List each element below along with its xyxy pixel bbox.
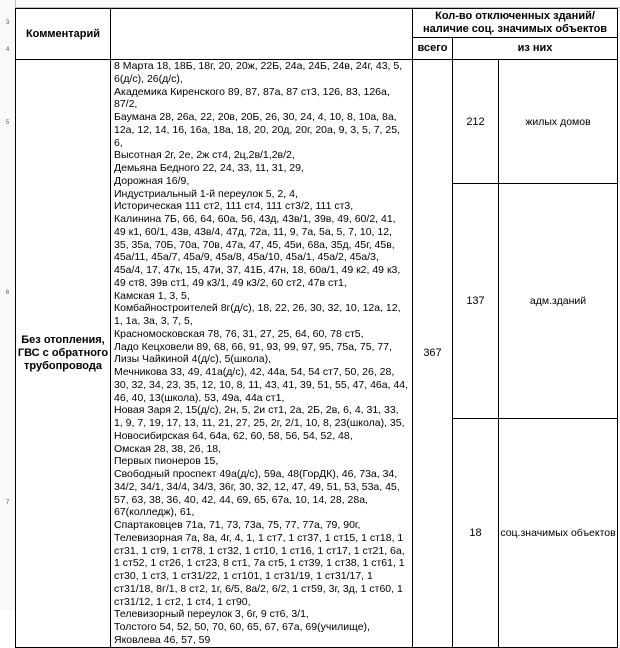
address-cell[interactable] bbox=[111, 60, 413, 648]
data-row bbox=[16, 60, 618, 184]
comment-cell[interactable]: Без отопления, ГВС с обратного трубопровода bbox=[16, 60, 111, 648]
address-list bbox=[114, 60, 409, 647]
address-line: Омская 28, 38, 26, 18, bbox=[114, 442, 222, 455]
count-cell-residential[interactable]: 212 bbox=[453, 60, 499, 184]
sheet-top-bar bbox=[15, 0, 620, 8]
label-cell-social[interactable]: соц.значимых объектов bbox=[499, 418, 618, 647]
address-line: Спартаковцев 71а, 71, 73, 73а, 75, 77, 77а, 79, 90г, bbox=[114, 519, 361, 531]
row-header-column bbox=[0, 0, 16, 610]
address-line: Калинина 7Б, 66, 64, 60а, 56, 43д, 43в/1, 39в, 49, 60/2, 41, 49 к1, 60/1, 43в, 43в/4, 47д, 72а, 11, 9, 7а, 5а, 5, 7, 10, 12, 35, 35а, 70Б, 70а, 70в, 47а, 47, 45, 45и, 68а, 35д, 45г, 45в, 45а/11, 45а/7, 45а/9, 45а/8, 45а/10, 45а/1, 45а/2, 45а/3, 45а/4, 17, 47к, 15, 47и, 37, 41Б, 47н, 18, 60а/1, 49 к2, 49 к3, 49 ст8, 39в ст1, 49 к3/1, 49 к3/2, 60 ст2, 47в ст1, bbox=[114, 213, 401, 289]
address-line: Новая Заря 2, 15(д/с), 2н, 5, 2и ст1, 2а, 2Б, 2в, 6, 4, 31, 33, 1, 9, 7, 19, 17, 13, 11, 21, 27, 25, 2г, 2/1, 10, 8, 23(школа), 35, bbox=[114, 404, 405, 429]
of-which-header[interactable]: из них bbox=[453, 38, 618, 60]
comment-header[interactable]: Комментарий bbox=[16, 9, 111, 60]
address-line: Дорожная 16/9, bbox=[114, 174, 190, 187]
count-cell-admin[interactable]: 137 bbox=[453, 184, 499, 418]
address-line: Историческая 111 ст2, 111 ст4, 111 ст3/2, 111 ст3, bbox=[114, 200, 354, 213]
address-line: Мечникова 33, 49, 41а(д/с), 42, 44а, 54, 54 ст7, 50, 26, 28, 30, 32, 34, 23, 35, 12, 10, 8, 11, 43, 41, 39, 51, 55, 47, 46а, 44, 46, 40, 13(школа), 53, 49а, 44а ст1, bbox=[114, 366, 409, 404]
row-number[interactable]: 7 bbox=[5, 500, 10, 506]
total-cell[interactable]: 367 bbox=[413, 60, 453, 648]
row-number[interactable]: 3 bbox=[5, 20, 10, 26]
header-row bbox=[16, 9, 618, 38]
count-cell-social[interactable]: 18 bbox=[453, 418, 499, 647]
address-line: Академика Киренского 89, 87, 87а, 87 ст3, 126, 83, 126а, 87/2, bbox=[114, 85, 390, 111]
address-line: Индустриальный 1-й переулок 5, 2, 4, bbox=[114, 187, 298, 200]
address-line: 8 Марта 18, 18Б, 18г, 20, 20ж, 22Б, 24а, 24Б, 24в, 24г, 43, 5, 6(д/с), 26(д/с), bbox=[114, 60, 403, 85]
label-cell-residential[interactable]: жилых домов bbox=[499, 60, 618, 184]
group-header[interactable]: Кол-во отключенных зданий/наличие соц. значимых объектов bbox=[413, 9, 618, 38]
address-line: Новосибирская 64, 64а, 62, 60, 58, 56, 54, 52, 48, bbox=[114, 429, 353, 442]
outage-table bbox=[15, 8, 618, 648]
address-line: Яковлева 46, 57, 59 bbox=[114, 633, 211, 646]
address-line: Телевизорный переулок 3, 6г, 9 ст6, 3/1, bbox=[114, 608, 309, 621]
address-line: Баумана 28, 26а, 22, 20в, 20Б, 26, 30, 24, 4, 10, 8, 10а, 8а, 12а, 12, 14, 16, 16а, 18а, 18, 20, 20д, 20г, 20а, 9, 3, 5, 7, 25, 6, bbox=[114, 111, 400, 149]
address-line: Ладо Кецховели 89, 68, 66, 91, 93, 99, 97, 95, 75а, 75, 77, bbox=[114, 340, 392, 353]
address-line: Комбайностроителей 8г(д/с), 18, 22, 26, 30, 32, 10, 12а, 12, 1, 1а, 3а, 3, 7, 5, bbox=[114, 302, 401, 327]
address-line: Демьяна Бедного 22, 24, 33, 11, 31, 29, bbox=[114, 162, 304, 174]
address-line: Первых пионеров 15, bbox=[114, 455, 219, 468]
total-header[interactable]: всего bbox=[413, 38, 453, 60]
row-number[interactable]: 5 bbox=[5, 120, 10, 126]
address-header[interactable] bbox=[111, 9, 413, 60]
label-cell-admin[interactable]: адм.зданий bbox=[499, 184, 618, 418]
address-line: Камская 1, 3, 5, bbox=[114, 289, 190, 302]
address-line: Толстого 54, 52, 50, 70, 60, 65, 67, 67а, 69(училище), bbox=[114, 621, 370, 633]
address-line: Телевизорная 7а, 8а, 4г, 4, 1, 1 ст7, 1 ст37, 1 ст15, 1 ст18, 1 ст31, 1 ст9, 1 ст78, 1 ст32, 1 ст10, 1 ст16, 1 ст17, 1 ст21, 6а, 1 ст52, 1 ст26, 1 ст23, 8 ст1, 7а ст5, 1 ст39, 1 ст38, 1 ст61, 1 ст30, 1 ст3, 1 ст31/22, 1 ст101, 1 ст31/19, 1 ст31/17, 1 ст31/18, 8г/1, 8 ст2, 1г, 6/5, 8а/2, 6/2, 1 ст59, 3г, 3д, 1 ст60, 1 ст31/12, 1 ст2, 1 ст4, 1 ст90, bbox=[114, 531, 405, 608]
address-line: Высотная 2г, 2е, 2ж ст4, 2ц,2в/1,2в/2, bbox=[114, 149, 295, 162]
address-line: Свободный проспект 49а(д/с), 59а, 48(ГорДК), 46, 73а, 34, 34/2, 34/1, 34/4, 34/3, 36г, 30, 32, 12, 47, 49, 51, 53, 53а, 45, 57, 63, 38, 36, 40, 42, 44, 69, 65, 67а, 10, 14, 28, 28а, 67(колледж), 61, bbox=[114, 468, 400, 519]
row-number[interactable]: 4 bbox=[5, 47, 10, 53]
address-line: Красномосковская 78, 76, 31, 27, 25, 64, 60, 78 ст5, bbox=[114, 327, 364, 340]
row-number[interactable]: 6 bbox=[5, 290, 10, 296]
address-line: Лизы Чайкиной 4(д/с), 5(школа), bbox=[114, 353, 272, 366]
